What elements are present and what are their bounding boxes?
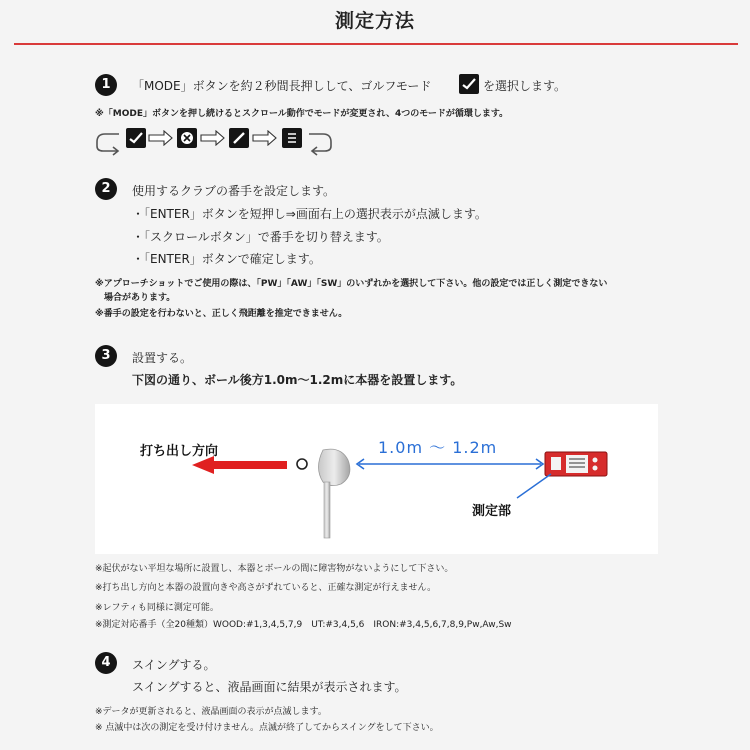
right-arrow-icon [200, 130, 226, 146]
step-1-text: 「MODE」ボタンを約２秒間長押しして、ゴルフモード [132, 79, 432, 93]
golf-club-icon [311, 448, 356, 540]
cycle-return-arrow-icon [93, 126, 123, 156]
step-2-note: 場合があります。 [104, 293, 176, 303]
step-2-number: 2 [95, 178, 117, 200]
right-arrow-icon [252, 130, 278, 146]
sensor-label: 測定部 [472, 504, 512, 519]
step-3-bold-text: 下図の通り、ボール後方1.0m〜1.2mに本器を設置します。 [132, 373, 463, 387]
step-2-text: 使用するクラブの番手を設定します。 [132, 184, 336, 198]
step-2-bullet: ・「ENTER」ボタンを短押し⇒画面右上の選択表示が点滅します。 [132, 207, 487, 221]
right-arrow-icon [148, 130, 174, 146]
step-2-bullet: ・「ENTER」ボタンで確定します。 [132, 252, 321, 266]
step-4-text-2: スイングすると、液晶画面に結果が表示されます。 [132, 680, 407, 694]
distance-label: 1.0m ～ 1.2m [378, 438, 498, 457]
list-mode-icon [282, 128, 302, 148]
step-3-note: ※打ち出し方向と本器の設置向きや高さがずれていると、正確な測定が行えません。 [95, 583, 437, 593]
launch-direction-label: 打ち出し方向 [140, 444, 219, 459]
step-1-text-suffix: を選択します。 [483, 79, 567, 93]
step-1-number: 1 [95, 74, 117, 96]
step-3-text: 設置する。 [132, 351, 193, 365]
sensor-pointer-line [515, 472, 555, 500]
page-title: 測定方法 [334, 10, 415, 32]
step-2-note: ※アプローチショットでご使用の際は、「PW」「AW」「SW」のいずれかを選択して下さい。他の設定では正しく測定できない [95, 279, 608, 289]
title-divider [14, 43, 738, 45]
cycle-back-arrow-icon [305, 126, 335, 156]
step-2-bullet: ・「スクロールボタン」で番手を切り替えます。 [132, 230, 389, 244]
step-2-note: ※番手の設定を行わないと、正しく飛距離を推定できません。 [95, 309, 348, 319]
step-3-number: 3 [95, 345, 117, 367]
step-1-note: ※「MODE」ボタンを押し続けるとスクロール動作でモードが変更され、4つのモードが循環します。 [95, 109, 509, 119]
distance-arrow-icon [355, 458, 545, 470]
step-4-note: ※データが更新されると、液晶画面の表示が点滅します。 [95, 707, 327, 717]
golf-mode-icon [126, 128, 146, 148]
pen-mode-icon [229, 128, 249, 148]
launch-direction-arrow-icon [192, 454, 292, 476]
step-3-note: ※起伏がない平坦な場所に設置し、本器とボールの間に障害物がないようにして下さい。 [95, 564, 454, 574]
step-4-text: スイングする。 [132, 658, 216, 672]
step-4-number: 4 [95, 652, 117, 674]
setup-diagram [95, 404, 658, 554]
step-4-note: ※ 点滅中は次の測定を受け付けません。点滅が終了してからスイングをして下さい。 [95, 723, 439, 733]
ball-mode-icon [177, 128, 197, 148]
step-3-note: ※レフティも同様に測定可能。 [95, 603, 219, 613]
golf-mode-icon [459, 74, 479, 94]
step-3-note: ※測定対応番手（全20種類）WOOD:#1,3,4,5,7,9 UT:#3,4,5,6 IRON:#3,4,5,6,7,8,9,Pw,Aw,Sw [95, 620, 512, 630]
golf-ball-icon [295, 457, 309, 471]
